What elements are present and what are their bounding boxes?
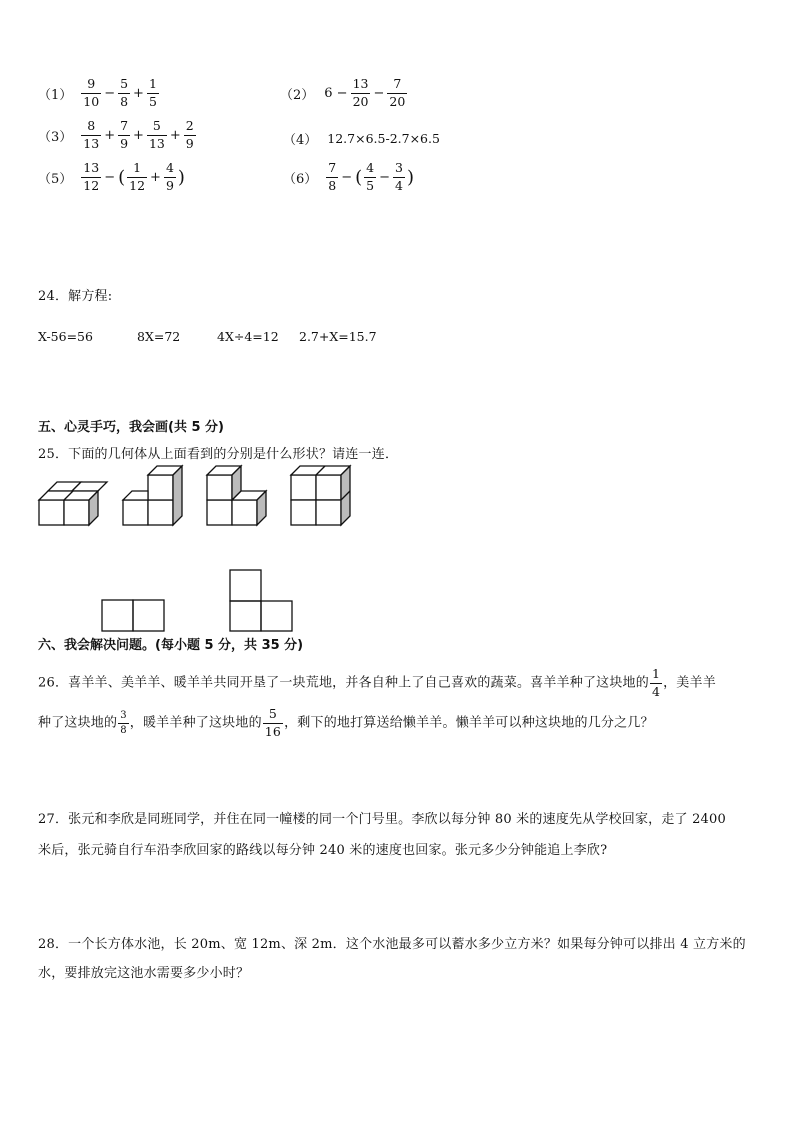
- equation-1: X-56=56: [38, 329, 93, 344]
- operator: −: [379, 169, 391, 185]
- fraction: $\frac{7}{9}$: [120, 118, 129, 151]
- q26-text-e: ，剩下的地打算送给懒羊羊。懒羊羊可以种这块地的几分之几？: [284, 715, 654, 731]
- problem-label: （4）: [283, 133, 318, 148]
- equation-2: 8X=72: [137, 329, 181, 344]
- fraction: $\frac{9}{10}$: [83, 76, 100, 109]
- solid-4: [291, 466, 350, 525]
- fraction: $\frac{4}{5}$: [366, 160, 375, 193]
- operator: +: [104, 127, 116, 143]
- fraction: $\frac{13}{12}$: [83, 160, 100, 193]
- operator: −: [341, 169, 353, 185]
- fraction: $\frac{1}{5}$: [148, 76, 157, 109]
- solid-3: [207, 466, 266, 525]
- q25-title: 25．下面的几何体从上面看到的分别是什么形状？请连一连．: [38, 447, 399, 462]
- fraction: $\frac{3}{4}$: [395, 160, 403, 193]
- problem-label: （6）: [283, 171, 318, 187]
- operator: −: [104, 169, 116, 185]
- q28-line-2: 水，要排放完这池水需要多少小时？: [38, 966, 250, 981]
- fraction: $\frac{5}{8}$: [120, 76, 129, 109]
- parenthesis: ): [406, 166, 415, 188]
- fraction: $\frac{7}{20}$: [389, 76, 406, 109]
- solid-1: [39, 482, 107, 525]
- equation-4: 2.7+X=15.7: [299, 329, 377, 344]
- q26-text-d: ，暖羊羊种了这块地的: [129, 715, 262, 731]
- q26-line-2: [38, 708, 654, 738]
- parenthesis: ): [177, 166, 185, 188]
- q27-line-1: 27．张元和李欣是同班同学，并住在同一幢楼的同一个门号里。李欣以每分钟 80 米的速度先从学校回家，走了 2400: [38, 812, 726, 827]
- problem-label: （3）: [38, 129, 73, 145]
- fraction: $\frac{13}{20}$: [352, 76, 369, 109]
- q28-line-1: 28．一个长方体水池，长 20m、宽 12m、深 2m．这个水池最多可以蓄水多少立方米？如果每分钟可以排出 4 立方米的: [38, 937, 746, 952]
- problem-label: （5）: [38, 171, 73, 187]
- fraction: $\frac{8}{13}$: [83, 118, 100, 151]
- problem-label: （2）: [280, 87, 315, 103]
- q26-text-a: 26．喜羊羊、美羊羊、暖羊羊共同开垦了一块荒地，并各自种上了自己喜欢的蔬菜。喜羊羊种了这块地的: [38, 675, 649, 691]
- q26-fraction-2: $\frac{3}{8}$: [120, 709, 127, 736]
- fraction: $\frac{5}{13}$: [148, 118, 165, 151]
- q26-text-c: 种了这块地的: [38, 715, 118, 731]
- solid-2: [123, 466, 182, 525]
- expression-text: 12.7×6.5-2.7×6.5: [327, 131, 440, 146]
- fraction: $\frac{1}{12}$: [129, 160, 146, 193]
- section-6-heading: 六、我会解决问题。(每小题 5 分，共 35 分): [38, 638, 304, 653]
- parenthesis: (: [118, 166, 126, 188]
- operator: −: [104, 85, 116, 101]
- q24-title: 24．解方程:: [38, 289, 113, 304]
- q27-line-2: 米后，张元骑自行车沿李欣回家的路线以每分钟 240 米的速度也回家。张元多少分钟能追上李欣?: [38, 843, 608, 858]
- fraction: $\frac{2}{9}$: [185, 118, 194, 151]
- expression-text: 6 −: [324, 85, 348, 101]
- operator: +: [133, 85, 144, 101]
- operator: −: [373, 85, 385, 101]
- section-5-heading: 五、心灵手巧，我会画(共 5 分): [38, 420, 224, 435]
- top-view-2: [230, 570, 292, 631]
- operator: +: [133, 127, 144, 143]
- q26-fraction-3: $\frac{5}{16}$: [264, 706, 282, 739]
- equation-3: 4X÷4=12: [217, 329, 279, 344]
- q26-fraction-1: $\frac{1}{4}$: [651, 666, 661, 699]
- operator: +: [150, 169, 161, 185]
- top-view-1: [102, 600, 164, 631]
- operator: +: [169, 127, 181, 143]
- parenthesis: (: [355, 166, 363, 188]
- fraction: $\frac{4}{9}$: [165, 160, 174, 193]
- q26-line-1: [38, 668, 716, 698]
- fraction: $\frac{7}{8}$: [328, 160, 337, 193]
- q26-text-b: ，美羊羊: [663, 675, 716, 691]
- problem-label: （1）: [38, 87, 73, 103]
